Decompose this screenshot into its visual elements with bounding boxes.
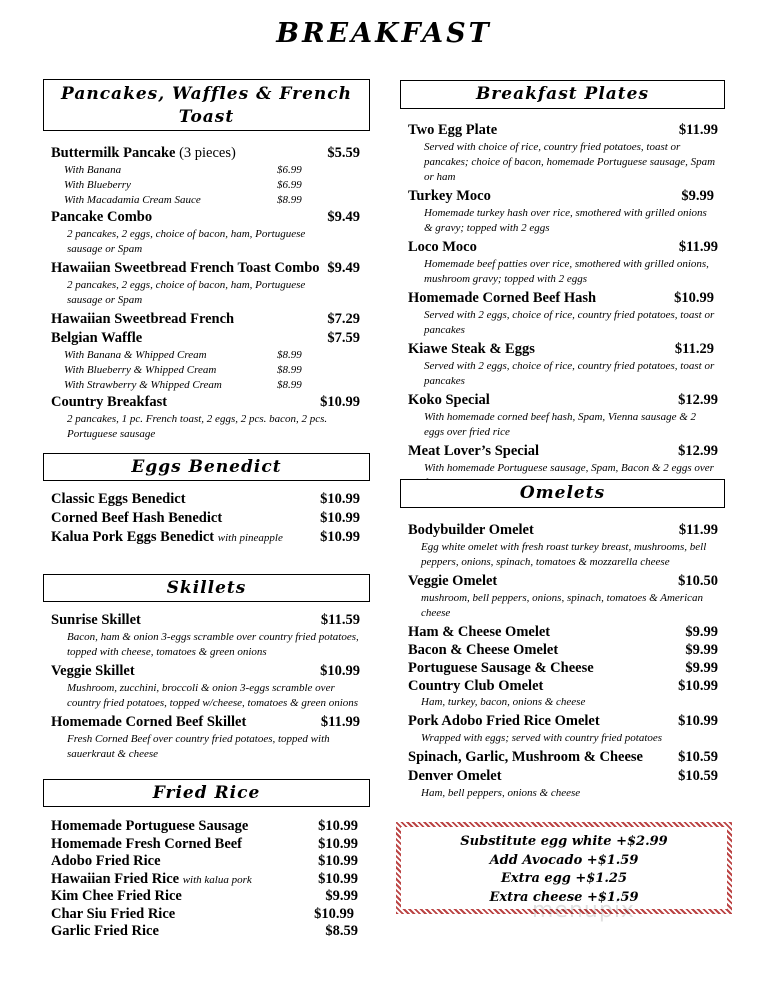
item-note: with kalua pork [182,873,252,886]
item-name: Adobo Fried Rice [51,853,161,869]
menu-item[interactable] [408,677,718,695]
item-price: $10.59 [678,749,718,765]
addon-line: Add Avocado +$1.59 [489,852,639,868]
item-name: Classic Eggs Benedict [51,491,186,507]
item-name: Kiawe Steak & Eggs [408,341,535,357]
menu-item[interactable] [408,659,718,677]
item-price: $11.29 [674,341,714,357]
option-price: $8.99 [277,194,302,206]
pancakes-heading: Pancakes, Waffles & French Toast [43,79,370,131]
option-price: $8.99 [277,349,302,361]
menu-item[interactable] [51,871,360,889]
item-price: $10.99 [320,529,360,545]
item-name: Homemade Fresh Corned Beef [51,835,243,852]
menu-item[interactable] [408,748,718,767]
option-name: With Strawberry & Whipped Cream [64,379,222,391]
item-description: Ham, bell peppers, onions & cheese [421,787,581,799]
item-name: Country Breakfast [51,394,168,410]
option-name: With Blueberry & Whipped Cream [64,364,217,376]
pancakes-section [51,144,360,444]
item-description: Homemade turkey hash over rice, smothered with grilled onions & gravy; topped with 2 eggs [424,207,707,234]
item-price: $11.99 [320,714,360,730]
item-description: Fresh Corned Beef over country fried potatoes, topped with sauerkraut & cheese [67,733,330,760]
item-name: Pork Adobo Fried Rice Omelet [408,713,600,729]
menu-item[interactable] [408,238,718,257]
item-description: Ham, turkey, bacon, onions & cheese [421,696,586,708]
item-name: Two Egg Plate [408,122,498,138]
item-name: Corned Beef Hash Benedict [51,510,223,526]
addon-line: Substitute egg white +$2.99 [460,834,668,849]
item-price: $5.59 [327,145,360,161]
option-price: $8.99 [277,379,302,391]
item-price: $10.99 [320,510,360,526]
item-price: $9.49 [327,260,360,276]
item-description: 2 pancakes, 2 eggs, choice of bacon, ham, Portuguese sausage or Spam [67,228,306,255]
item-price: $10.99 [320,663,360,679]
item-name: Spinach, Garlic, Mushroom & Cheese [408,749,643,765]
menu-item[interactable] [51,528,360,547]
item-price: $12.99 [678,392,718,408]
item-price: $12.99 [678,443,718,459]
item-description: Served with choice of rice, country fried potatoes, toast or pancakes; choice of bacon, homemade Portuguese sausage, Spam or ham [424,141,716,183]
menu-item[interactable] [408,521,718,540]
item-name: Portuguese Sausage & Cheese [408,660,594,676]
item-name: Hawaiian Fried Rice [51,870,180,887]
menu-item[interactable] [51,888,360,906]
item-price: $10.50 [678,573,718,589]
item-note: with pineapple [217,532,283,544]
addon-line: Extra egg +$1.25 [500,871,628,886]
watermark: menupix [532,898,635,923]
item-portion: (3 pieces) [179,145,236,161]
item-name: Turkey Moco [408,188,491,204]
option-name: With Banana [64,164,122,176]
item-description: Homemade beef patties over rice, smothered with grilled onions, mushroom gravy; topped with 2 eggs [424,258,709,285]
item-price: $9.49 [327,209,360,225]
option-name: With Banana & Whipped Cream [64,349,207,361]
friedrice-section [51,818,360,941]
item-price: $7.59 [327,330,360,346]
item-name: Homemade Corned Beef Hash [408,290,597,306]
menu-item[interactable] [408,641,718,659]
item-name: Country Club Omelet [408,678,544,694]
menu-item[interactable] [51,144,360,163]
item-price: $10.99 [318,818,358,834]
menu-item[interactable] [408,121,718,140]
item-price: $10.99 [318,870,358,887]
skillets-section [51,611,360,764]
item-name: Meat Lover’s Special [408,443,539,459]
menu-item[interactable] [408,289,718,308]
item-description: Bacon, ham & onion 3-eggs scramble over country fried potatoes, topped with cheese, tomatoes & green onions [67,631,359,658]
menu-item[interactable] [51,208,360,227]
menu-item[interactable] [51,923,360,941]
menu-item[interactable] [408,442,718,461]
item-price: $8.59 [325,923,358,939]
item-description: With homemade Portuguese sausage, Spam, Bacon & 2 eggs over [424,462,714,474]
item-price: $9.99 [685,642,718,658]
item-price: $10.99 [314,905,354,922]
benedict-heading: Eggs Benedict [43,453,370,481]
item-name: Bacon & Cheese Omelet [408,642,559,658]
item-price: $10.99 [318,853,358,869]
menu-option[interactable] [51,163,360,178]
option-name: With Blueberry [64,179,131,191]
menu-item[interactable] [51,509,360,528]
item-name: Kim Chee Fried Rice [51,888,182,904]
menu-option[interactable] [51,348,360,363]
menu-option[interactable] [51,193,360,208]
item-name: Koko Special [408,392,490,408]
benedict-section [51,490,360,547]
item-price: $11.59 [320,612,360,628]
skillets-heading: Skillets [43,574,370,602]
plates-section [408,121,718,493]
item-description: With homemade corned beef hash, Spam, Vienna sausage & 2 eggs over fried rice [424,411,697,438]
item-name: Ham & Cheese Omelet [408,624,551,640]
item-name: Bodybuilder Omelet [408,522,534,538]
item-name: Hawaiian Sweetbread French [51,311,235,327]
omelets-heading: Omelets [400,479,725,508]
menu-item[interactable] [51,329,360,348]
item-price: $10.99 [678,678,718,694]
addon-line: Extra cheese +$1.59 [489,889,639,905]
item-price: $11.99 [678,239,718,255]
item-price: $11.99 [678,122,718,138]
item-name: Hawaiian Sweetbread French Toast Combo [51,260,320,276]
menu-item[interactable] [408,767,718,786]
menu-item[interactable] [51,611,360,630]
item-price: $11.99 [678,522,718,538]
item-name: Sunrise Skillet [51,612,141,628]
item-price: $9.99 [685,660,718,676]
menu-item[interactable] [408,712,718,731]
item-price: $7.29 [327,311,360,327]
menu-item[interactable] [51,490,360,509]
item-description: Served with 2 eggs, choice of rice, country fried potatoes, toast or pancakes [424,309,715,336]
item-name: Garlic Fried Rice [51,923,159,939]
page-title: BREAKFAST [276,18,492,49]
item-price: $10.99 [678,713,718,729]
item-description: Egg white omelet with fresh roast turkey breast, mushrooms, bell peppers, onions, spinach, tomatoes & mozzarella cheese [421,541,707,568]
omelets-section [408,521,718,803]
item-name: Belgian Waffle [51,330,143,346]
item-name: Buttermilk Pancake [51,145,176,161]
item-price: $10.99 [318,835,358,852]
item-price: $10.59 [678,768,718,784]
item-name: Veggie Skillet [51,663,135,679]
menu-item[interactable] [51,310,360,329]
item-price: $9.99 [325,888,358,904]
menu-item[interactable] [51,259,360,278]
item-name: Char Siu Fried Rice [51,905,176,922]
item-name: Kalua Pork Eggs Benedict [51,529,215,545]
menu-option[interactable] [51,178,360,193]
menu-item[interactable] [408,572,718,591]
item-name: Homemade Portuguese Sausage [51,818,249,834]
item-description: 2 pancakes, 1 pc. French toast, 2 eggs, 2 pcs. bacon, 2 pcs. Portuguese sausage [67,413,328,440]
item-description: mushroom, bell peppers, onions, spinach, tomatoes & American cheese [421,592,704,619]
item-price: $9.99 [685,624,718,640]
item-description: Served with 2 eggs, choice of rice, country fried potatoes, toast or pancakes [424,360,715,387]
item-price: $10.99 [674,290,714,306]
menu-item[interactable] [408,187,718,206]
plates-heading: Breakfast Plates [400,80,725,109]
option-name: With Macadamia Cream Sauce [64,194,201,206]
menu-item[interactable] [51,713,360,732]
item-price: $9.99 [681,188,714,204]
item-price: $10.99 [320,394,360,410]
option-price: $8.99 [277,364,302,376]
item-description: 2 pancakes, 2 eggs, choice of bacon, ham, Portuguese sausage or Spam [67,279,306,306]
friedrice-heading: Fried Rice [43,779,370,807]
menu-item[interactable] [408,391,718,410]
item-name: Denver Omelet [408,768,502,784]
menu-item[interactable] [51,906,360,924]
option-price: $6.99 [277,164,302,176]
item-name: Loco Moco [408,239,477,255]
menu-item[interactable] [408,623,718,641]
item-name: Homemade Corned Beef Skillet [51,714,247,730]
item-description: Wrapped with eggs; served with country fried potatoes [421,732,663,744]
menu-item[interactable] [51,662,360,681]
item-name: Veggie Omelet [408,573,498,589]
menu-item[interactable] [51,836,360,854]
menu-item[interactable] [51,853,360,871]
menu-item[interactable] [408,340,718,359]
option-price: $6.99 [277,179,302,191]
menu-option[interactable] [51,363,360,378]
item-description: Mushroom, zucchini, broccoli & onion 3-eggs scramble over country fried potatoes, topped w/cheese, tomatoes & green onions [67,682,359,709]
menu-option[interactable] [51,378,360,393]
item-price: $10.99 [320,491,360,507]
item-name: Pancake Combo [51,209,153,225]
menu-item[interactable] [51,818,360,836]
menu-item[interactable] [51,393,360,412]
